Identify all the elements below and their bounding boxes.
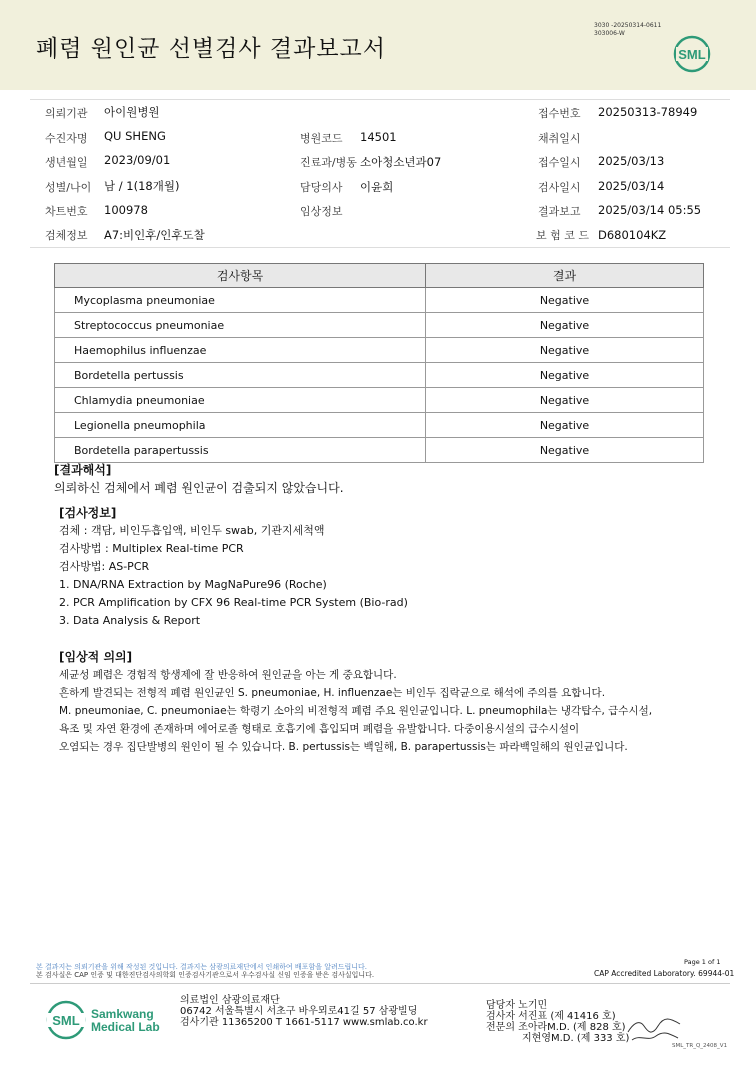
collection-label: 채취일시 (538, 132, 581, 145)
doctor-label: 담당의사 (300, 181, 343, 194)
test-name: Streptococcus pneumoniae (55, 313, 426, 338)
hospital-code-label: 병원코드 (300, 132, 343, 145)
hospital-code-value: 14501 (360, 130, 397, 144)
department-value: 소아청소년과07 (360, 155, 442, 169)
test-result: Negative (426, 438, 704, 463)
test-info-line: 검사방법 : Multiplex Real-time PCR (59, 542, 244, 555)
test-info-line: 검체 : 객담, 비인두흡입액, 비인두 swab, 기관지세척액 (59, 524, 325, 537)
report-title: 폐렴 원인균 선별검사 결과보고서 (36, 36, 386, 62)
table-row (55, 313, 704, 338)
test-result: Negative (426, 413, 704, 438)
clinical-significance-title: [임상적 의의] (59, 650, 133, 664)
test-result: Negative (426, 313, 704, 338)
organization-name: 의료법인 삼광의료재단 (180, 995, 280, 1006)
cap-accreditation: CAP Accredited Laboratory. 69944-01 (594, 969, 735, 978)
test-name: Chlamydia pneumoniae (55, 388, 426, 413)
patient-name-label: 수진자명 (45, 132, 88, 145)
institution-label: 의뢰기관 (45, 107, 88, 120)
chart-no-value: 100978 (104, 203, 148, 217)
table-row (55, 388, 704, 413)
reported-value: 2025/03/14 05:55 (598, 203, 702, 217)
test-name: Bordetella parapertussis (55, 438, 426, 463)
doctor-value: 이윤희 (360, 180, 394, 194)
table-row (55, 338, 704, 363)
lab-address: 06742 서울특별시 서초구 바우뫼로41길 57 삼광빌딩 (180, 1006, 418, 1017)
document-code-line-1: 3030 -20250314-0611 (594, 22, 662, 29)
institution-value: 아이원병원 (104, 105, 160, 119)
footer-notice-2: 본 검사실은 CAP 인증 및 대한진단검사의학회 인증검사기관으로서 우수검사실 신임 인증을 받은 검사실입니다. (36, 971, 375, 979)
sex-age-label: 성별/나이 (45, 181, 92, 194)
department-label: 진료과/병동 (300, 156, 357, 169)
test-name: Mycoplasma pneumoniae (55, 288, 426, 313)
test-info-section (59, 504, 408, 630)
signature-icon (624, 1012, 684, 1046)
lab-address-block (180, 995, 428, 1028)
document-code (594, 22, 661, 38)
test-name: Haemophilus influenzae (55, 338, 426, 363)
received-value: 2025/03/13 (598, 154, 665, 168)
interpretation-title: [결과해석] (54, 463, 112, 477)
staff-line: 전문의 조아라M.D. (제 828 호) (486, 1022, 626, 1033)
form-code: SML_TR_Q_2408_V1 (672, 1043, 728, 1049)
test-result: Negative (426, 288, 704, 313)
results-table (54, 263, 704, 463)
sml-logo-icon (44, 998, 88, 1042)
specimen-value: A7:비인후/인후도찰 (104, 228, 205, 242)
logo-text: SML (678, 47, 706, 62)
interpretation-text: 의뢰하신 검체에서 폐렴 원인균이 검출되지 않았습니다. (54, 481, 344, 495)
lab-name-line-1: Samkwang (91, 1007, 154, 1021)
test-info-line: 3. Data Analysis & Report (59, 614, 201, 627)
patient-name-value: QU SHENG (104, 129, 166, 143)
receipt-no-value: 20250313-78949 (598, 105, 698, 119)
logo-text: SML (52, 1013, 80, 1028)
staff-line: 지현영M.D. (제 333 호) (522, 1033, 630, 1044)
insurance-code-label: 보 험 코 드 (536, 229, 589, 242)
clinical-significance-line: 세균성 폐렴은 경험적 항생제에 잘 반응하여 원인균을 아는 게 중요합니다. (59, 669, 397, 681)
divider (30, 247, 730, 248)
column-header-test-item: 검사항목 (55, 264, 426, 288)
sml-logo-icon (672, 34, 712, 74)
table-row (55, 413, 704, 438)
test-name: Bordetella pertussis (55, 363, 426, 388)
clinical-significance-line: M. pneumoniae, C. pneumoniae는 학령기 소아의 비전형적 폐렴 주요 원인균입니다. L. pneumophila는 냉각탑수, 급수시설, (59, 705, 653, 717)
test-info-line: 검사방법: AS-PCR (59, 560, 150, 573)
sex-age-value: 남 / 1(18개월) (104, 179, 180, 193)
footer-divider (30, 983, 730, 984)
staff-line: 담당자 노기민 (486, 1000, 548, 1011)
test-info-title: [검사정보] (59, 506, 117, 520)
reported-label: 결과보고 (538, 205, 581, 218)
tested-label: 검사일시 (538, 181, 581, 194)
test-result: Negative (426, 363, 704, 388)
test-info-line: 1. DNA/RNA Extraction by MagNaPure96 (Roche) (59, 578, 327, 591)
insurance-code-value: D680104KZ (598, 228, 667, 242)
test-info-line: 2. PCR Amplification by CFX 96 Real-time PCR System (Bio-rad) (59, 596, 408, 609)
clinical-significance-line: 오염되는 경우 집단발병의 원인이 될 수 있습니다. B. pertussis는 백일해, B. parapertussis는 파라백일해의 원인균입니다. (59, 741, 628, 753)
table-row (55, 438, 704, 463)
lab-contact: 검사기관 11365200 T 1661-5117 www.smlab.co.kr (180, 1017, 428, 1028)
clinical-significance-line: 흔하게 발견되는 전형적 폐렴 원인균인 S. pneumoniae, H. influenzae는 비인두 집락균으로 해석에 주의를 요합니다. (59, 687, 606, 699)
table-row (55, 363, 704, 388)
clinical-info-label: 임상정보 (300, 205, 343, 218)
interpretation-section (54, 461, 344, 497)
receipt-no-label: 접수번호 (538, 107, 581, 120)
staff-line: 검사자 서진표 (제 41416 호) (486, 1011, 616, 1022)
table-row (55, 288, 704, 313)
test-name: Legionella pneumophila (55, 413, 426, 438)
column-header-result: 결과 (426, 264, 704, 288)
document-code-line-2: 303006-W (594, 30, 625, 37)
received-label: 접수일시 (538, 156, 581, 169)
test-result: Negative (426, 338, 704, 363)
lab-name-line-2: Medical Lab (91, 1020, 160, 1034)
birth-date-value: 2023/09/01 (104, 153, 171, 167)
page-number: Page 1 of 1 (684, 958, 721, 966)
staff-block (486, 1000, 629, 1044)
lab-name (91, 1008, 160, 1034)
birth-date-label: 생년월일 (45, 156, 88, 169)
specimen-label: 검체정보 (45, 229, 88, 242)
clinical-significance-section (59, 648, 652, 756)
footer-notice-1: 본 결과지는 의뢰기관을 위해 작성된 것입니다. 결과지는 삼광의료재단에서 인쇄하여 배포함을 알려드립니다. (36, 963, 367, 971)
chart-no-label: 차트번호 (45, 205, 88, 218)
tested-value: 2025/03/14 (598, 179, 665, 193)
test-result: Negative (426, 388, 704, 413)
clinical-significance-line: 욕조 및 자연 환경에 존재하며 에어로졸 형태로 호흡기에 흡입되며 폐렴을 유발합니다. 다중이용시설의 급수시설이 (59, 723, 580, 735)
divider (30, 99, 730, 100)
